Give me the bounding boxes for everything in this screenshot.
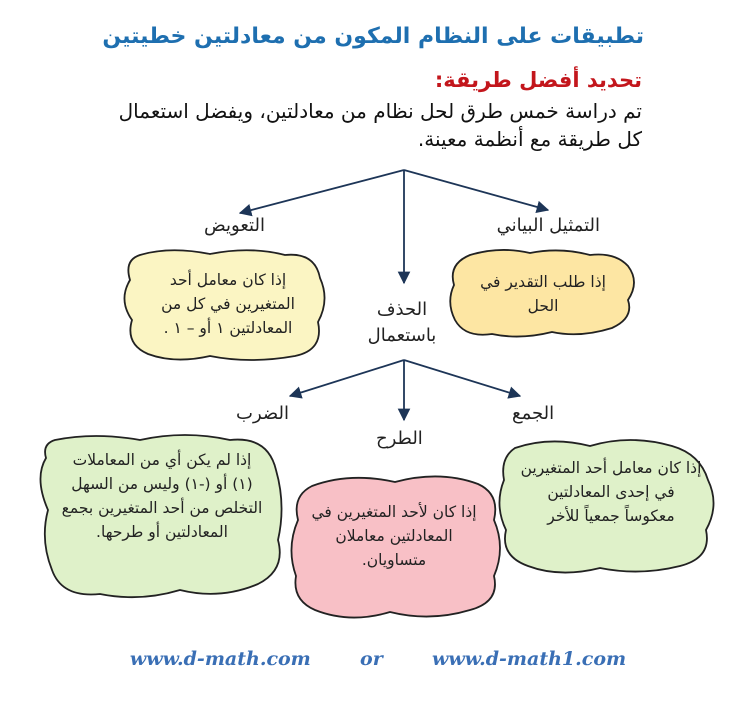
arrow-to-addition [404,360,520,396]
note-subtraction: إذا كان لأحد المتغيرين في المعادلتين معاملان متساويان. [311,503,477,569]
intro-paragraph: تم دراسة خمس طرق لحل نظام من معادلتين، ويفضل استعمال كل طريقة مع أنظمة معينة. [118,99,642,151]
footer-link-2[interactable]: www.d-math1.com [431,648,627,670]
note-graphing: إذا طلب التقدير في الحل [480,273,606,315]
label-substitution: التعويض [204,215,265,236]
footer-separator: or [360,648,383,670]
label-graphing: التمثيل البياني [496,215,600,236]
label-elimination: الحذف باستعمال [367,299,437,346]
note-substitution: إذا كان معامل أحد المتغيرين في كل من المعادلتين ١ أو – ١ . [161,271,295,337]
arrow-to-substitution [240,170,404,213]
arrow-to-multiplication [290,360,404,396]
elimination-connectors [290,360,520,420]
arrow-to-graphing [404,170,548,210]
label-multiplication: الضرب [236,403,289,424]
note-multiplication: إذا لم يكن أي من المعاملات (١) أو (-١) وليس من السهل التخلص من أحد المتغيرين بجمع المعادلتين أو طرحها. [61,451,263,541]
section-heading: تحديد أفضل طريقة: [434,68,642,92]
label-addition: الجمع [512,403,555,424]
page-title: تطبيقات على النظام المكون من معادلتين خطيتين [102,24,644,49]
footer [0,648,756,670]
label-subtraction: الطرح [376,428,423,449]
note-addition: إذا كان معامل أحد المتغيرين في إحدى المعادلتين معكوساً جمعياً للأخر [520,459,702,525]
footer-link-1[interactable]: www.d-math.com [129,648,311,670]
